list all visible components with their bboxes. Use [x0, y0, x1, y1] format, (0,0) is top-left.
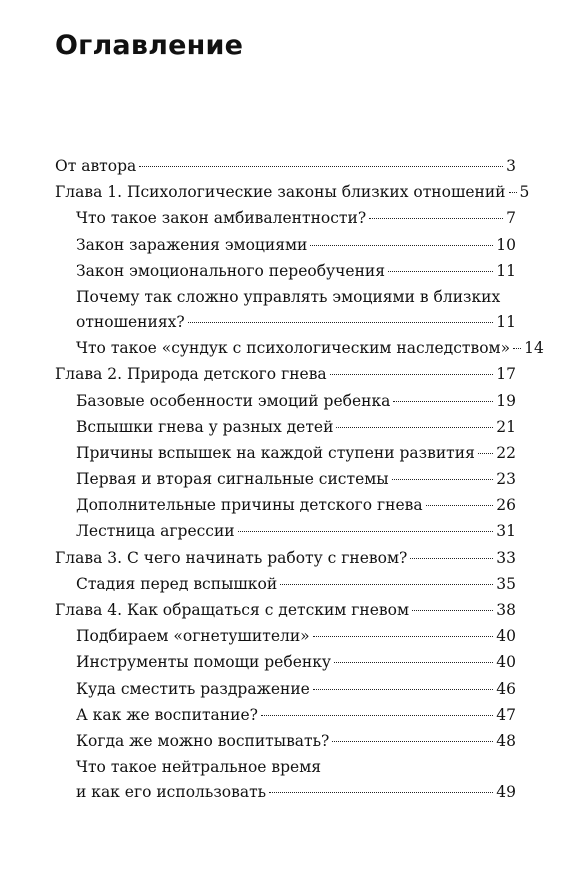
- toc-page-number: 3: [506, 157, 516, 175]
- toc-subentry[interactable]: [55, 259, 516, 285]
- toc-entry-label: Что такое «сундук с психологическим наследством»: [76, 339, 511, 358]
- toc-page-number: 38: [496, 601, 516, 619]
- dot-leader: [188, 322, 494, 323]
- toc-entry[interactable]: [55, 546, 516, 572]
- toc-entry-label: Закон эмоционального переобучения: [76, 261, 386, 280]
- toc-entry-label: Вспышки гнева у разных детей: [76, 417, 334, 436]
- toc-subentry[interactable]: [55, 285, 516, 336]
- toc-page-number: 31: [496, 522, 516, 541]
- dot-leader: [393, 401, 493, 402]
- toc-subentry[interactable]: [55, 389, 516, 415]
- toc-entry-label: Стадия перед вспышкой: [76, 574, 278, 593]
- toc-entry-line2: [76, 310, 516, 336]
- toc-subentry[interactable]: [55, 703, 516, 729]
- toc-subentry[interactable]: [55, 441, 516, 467]
- toc-page-number: 40: [496, 653, 516, 672]
- toc-entry-label-line1: Что такое нейтральное время: [76, 758, 322, 777]
- toc-page-number: 11: [496, 261, 516, 280]
- toc-page-number: 21: [496, 417, 516, 436]
- table-of-contents: [55, 154, 544, 806]
- toc-entry-label: отношениях?: [76, 312, 185, 331]
- dot-leader: [509, 192, 517, 193]
- toc-entry-label: Что такое закон амбивалентности?: [76, 209, 367, 228]
- page-title: Оглавление: [55, 30, 244, 61]
- dot-leader: [369, 218, 503, 219]
- toc-entry-label: Закон заражения эмоциями: [76, 235, 308, 254]
- toc-page-number: 7: [506, 209, 516, 228]
- dot-leader: [330, 374, 494, 375]
- toc-page-number: 10: [496, 235, 516, 254]
- toc-entry-label: Глава 2. Природа детского гнева: [55, 365, 327, 384]
- toc-entry-label-line1: Почему так сложно управлять эмоциями в близких: [76, 287, 501, 306]
- toc-page-number: 14: [524, 339, 544, 358]
- toc-subentry[interactable]: [55, 650, 516, 676]
- toc-entry[interactable]: [55, 362, 516, 388]
- toc-entry[interactable]: [55, 154, 516, 180]
- toc-page-number: 23: [496, 470, 516, 489]
- toc-subentry[interactable]: [55, 336, 544, 362]
- dot-leader: [238, 531, 494, 532]
- toc-subentry[interactable]: [55, 729, 516, 755]
- toc-subentry[interactable]: [55, 415, 516, 441]
- toc-subentry[interactable]: [55, 572, 516, 598]
- toc-subentry[interactable]: [55, 493, 516, 519]
- toc-entry-label: А как же воспитание?: [76, 705, 258, 724]
- toc-page-number: 49: [496, 783, 516, 802]
- toc-page-number: 26: [496, 496, 516, 515]
- toc-subentry[interactable]: [55, 755, 516, 806]
- toc-subentry[interactable]: [55, 624, 516, 650]
- toc-page-number: 40: [496, 627, 516, 646]
- dot-leader: [139, 166, 503, 167]
- toc-page-number: 17: [496, 365, 516, 384]
- toc-entry[interactable]: [55, 180, 530, 206]
- dot-leader: [313, 636, 494, 637]
- toc-entry-label: Первая и вторая сигнальные системы: [76, 470, 389, 489]
- dot-leader: [513, 348, 521, 349]
- toc-entry-label: Базовые особенности эмоций ребенка: [76, 391, 391, 410]
- toc-page-number: 35: [496, 574, 516, 593]
- dot-leader: [334, 662, 493, 663]
- toc-entry-label: Глава 3. С чего начинать работу с гневом?: [55, 548, 408, 567]
- toc-page-number: 46: [496, 679, 516, 698]
- toc-subentry[interactable]: [55, 206, 516, 232]
- toc-entry-label: Куда сместить раздражение: [76, 679, 310, 698]
- toc-subentry[interactable]: [55, 467, 516, 493]
- dot-leader: [313, 689, 493, 690]
- toc-page-number: 22: [496, 443, 516, 462]
- dot-leader: [392, 479, 494, 480]
- toc-entry-label: Глава 1. Психологические законы близких отношений: [55, 183, 506, 202]
- toc-entry-line2: [76, 780, 516, 806]
- dot-leader: [388, 271, 493, 272]
- toc-entry-label: Глава 4. Как обращаться с детским гневом: [55, 601, 410, 619]
- toc-page-number: 47: [496, 705, 516, 724]
- dot-leader: [410, 558, 493, 559]
- toc-entry-label: Причины вспышек на каждой ступени развития: [76, 443, 475, 462]
- toc-entry-label: Инструменты помощи ребенку: [76, 653, 332, 672]
- toc-entry-label: Подбираем «огнетушители»: [76, 627, 310, 646]
- toc-page-number: 33: [496, 548, 516, 567]
- dot-leader: [261, 715, 493, 716]
- toc-entry-label: Когда же можно воспитывать?: [76, 731, 330, 750]
- dot-leader: [332, 741, 493, 742]
- dot-leader: [478, 453, 493, 454]
- dot-leader: [412, 610, 493, 611]
- toc-subentry[interactable]: [55, 519, 516, 545]
- dot-leader: [426, 505, 494, 506]
- dot-leader: [280, 584, 493, 585]
- dot-leader: [336, 427, 493, 428]
- toc-page-number: 19: [496, 391, 516, 410]
- toc-entry-label: Дополнительные причины детского гнева: [76, 496, 423, 515]
- toc-entry-label: От автора: [55, 157, 137, 175]
- toc-entry-label: и как его использовать: [76, 783, 267, 802]
- toc-page-number: 5: [519, 183, 530, 202]
- toc-entry[interactable]: [55, 598, 516, 624]
- toc-subentry[interactable]: [55, 677, 516, 703]
- toc-page-number: 48: [496, 731, 516, 750]
- dot-leader: [269, 792, 493, 793]
- dot-leader: [310, 245, 493, 246]
- toc-subentry[interactable]: [55, 233, 516, 259]
- toc-page-number: 11: [496, 312, 516, 331]
- toc-entry-label: Лестница агрессии: [76, 522, 235, 541]
